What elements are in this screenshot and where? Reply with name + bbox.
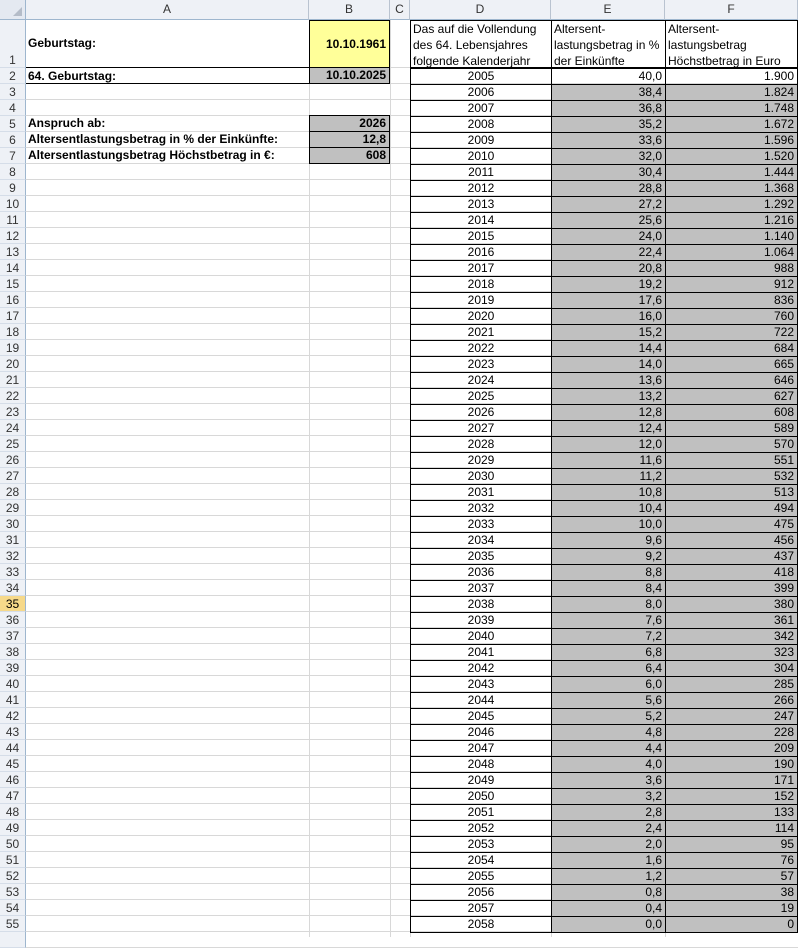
row-header-9[interactable]: 9 bbox=[0, 180, 26, 196]
row-header-21[interactable]: 21 bbox=[0, 372, 26, 388]
table-cell-prozent[interactable]: 40,0 bbox=[551, 68, 666, 85]
row-header-36[interactable]: 36 bbox=[0, 612, 26, 628]
row-header-23[interactable]: 23 bbox=[0, 404, 26, 420]
table-cell-euro[interactable]: 608 bbox=[665, 404, 798, 421]
table-cell-jahr[interactable]: 2024 bbox=[410, 372, 552, 389]
row-header-46[interactable]: 46 bbox=[0, 772, 26, 788]
table-cell-euro[interactable]: 646 bbox=[665, 372, 798, 389]
table-cell-prozent[interactable]: 3,2 bbox=[551, 788, 666, 805]
table-cell-euro[interactable]: 57 bbox=[665, 868, 798, 885]
table-cell-euro[interactable]: 665 bbox=[665, 356, 798, 373]
table-cell-jahr[interactable]: 2029 bbox=[410, 452, 552, 469]
table-cell-euro[interactable]: 589 bbox=[665, 420, 798, 437]
label-64-geburtstag[interactable]: 64. Geburtstag: bbox=[26, 67, 309, 84]
table-cell-prozent[interactable]: 9,2 bbox=[551, 548, 666, 565]
table-cell-prozent[interactable]: 4,0 bbox=[551, 756, 666, 773]
table-cell-euro[interactable]: 836 bbox=[665, 292, 798, 309]
row-header-4[interactable]: 4 bbox=[0, 100, 26, 116]
table-cell-jahr[interactable]: 2053 bbox=[410, 836, 552, 853]
table-cell-prozent[interactable]: 14,0 bbox=[551, 356, 666, 373]
table-cell-prozent[interactable]: 24,0 bbox=[551, 228, 666, 245]
row-header-16[interactable]: 16 bbox=[0, 292, 26, 308]
table-cell-prozent[interactable]: 1,2 bbox=[551, 868, 666, 885]
table-header-prozent[interactable]: Altersent-lastungsbetrag in % der Einkünfte bbox=[551, 20, 666, 68]
table-cell-euro[interactable]: 76 bbox=[665, 852, 798, 869]
table-cell-euro[interactable]: 684 bbox=[665, 340, 798, 357]
row-header-45[interactable]: 45 bbox=[0, 756, 26, 772]
table-cell-jahr[interactable]: 2058 bbox=[410, 916, 552, 933]
table-cell-euro[interactable]: 323 bbox=[665, 644, 798, 661]
row-header-56[interactable] bbox=[0, 932, 26, 948]
table-cell-euro[interactable]: 266 bbox=[665, 692, 798, 709]
table-cell-euro[interactable]: 304 bbox=[665, 660, 798, 677]
table-cell-prozent[interactable]: 4,8 bbox=[551, 724, 666, 741]
table-cell-euro[interactable]: 1.292 bbox=[665, 196, 798, 213]
table-cell-jahr[interactable]: 2028 bbox=[410, 436, 552, 453]
table-cell-jahr[interactable]: 2030 bbox=[410, 468, 552, 485]
table-cell-jahr[interactable]: 2038 bbox=[410, 596, 552, 613]
row-header-31[interactable]: 31 bbox=[0, 532, 26, 548]
table-cell-euro[interactable]: 0 bbox=[665, 916, 798, 933]
row-header-6[interactable]: 6 bbox=[0, 132, 26, 148]
table-cell-euro[interactable]: 912 bbox=[665, 276, 798, 293]
row-header-39[interactable]: 39 bbox=[0, 660, 26, 676]
table-cell-prozent[interactable]: 6,8 bbox=[551, 644, 666, 661]
row-header-52[interactable]: 52 bbox=[0, 868, 26, 884]
row-header-18[interactable]: 18 bbox=[0, 324, 26, 340]
table-cell-jahr[interactable]: 2035 bbox=[410, 548, 552, 565]
table-cell-prozent[interactable]: 6,4 bbox=[551, 660, 666, 677]
table-cell-jahr[interactable]: 2045 bbox=[410, 708, 552, 725]
table-cell-jahr[interactable]: 2036 bbox=[410, 564, 552, 581]
table-cell-jahr[interactable]: 2018 bbox=[410, 276, 552, 293]
table-cell-euro[interactable]: 361 bbox=[665, 612, 798, 629]
table-cell-euro[interactable]: 532 bbox=[665, 468, 798, 485]
table-cell-euro[interactable]: 1.140 bbox=[665, 228, 798, 245]
row-header-49[interactable]: 49 bbox=[0, 820, 26, 836]
table-cell-prozent[interactable]: 0,4 bbox=[551, 900, 666, 917]
row-header-27[interactable]: 27 bbox=[0, 468, 26, 484]
table-cell-jahr[interactable]: 2017 bbox=[410, 260, 552, 277]
table-cell-prozent[interactable]: 8,8 bbox=[551, 564, 666, 581]
table-cell-prozent[interactable]: 7,2 bbox=[551, 628, 666, 645]
table-cell-prozent[interactable]: 2,8 bbox=[551, 804, 666, 821]
table-cell-jahr[interactable]: 2048 bbox=[410, 756, 552, 773]
table-cell-euro[interactable]: 1.900 bbox=[665, 68, 798, 85]
row-header-41[interactable]: 41 bbox=[0, 692, 26, 708]
table-cell-prozent[interactable]: 6,0 bbox=[551, 676, 666, 693]
table-cell-jahr[interactable]: 2015 bbox=[410, 228, 552, 245]
row-header-54[interactable]: 54 bbox=[0, 900, 26, 916]
select-all-corner[interactable] bbox=[0, 0, 26, 20]
table-cell-prozent[interactable]: 5,6 bbox=[551, 692, 666, 709]
table-cell-jahr[interactable]: 2009 bbox=[410, 132, 552, 149]
table-header-kalenderjahr[interactable]: Das auf die Vollendung des 64. Lebensjahres folgende Kalenderjahr bbox=[410, 20, 552, 68]
table-cell-euro[interactable]: 1.064 bbox=[665, 244, 798, 261]
table-cell-prozent[interactable]: 12,8 bbox=[551, 404, 666, 421]
row-header-24[interactable]: 24 bbox=[0, 420, 26, 436]
table-cell-euro[interactable]: 38 bbox=[665, 884, 798, 901]
table-cell-jahr[interactable]: 2046 bbox=[410, 724, 552, 741]
row-header-3[interactable]: 3 bbox=[0, 84, 26, 100]
table-cell-jahr[interactable]: 2011 bbox=[410, 164, 552, 181]
table-cell-jahr[interactable]: 2008 bbox=[410, 116, 552, 133]
label-prozent[interactable]: Altersentlastungsbetrag in % der Einkünfte: bbox=[28, 132, 279, 146]
table-cell-jahr[interactable]: 2047 bbox=[410, 740, 552, 757]
table-cell-euro[interactable]: 1.824 bbox=[665, 84, 798, 101]
label-anspruch[interactable]: Anspruch ab: bbox=[28, 116, 106, 130]
row-header-33[interactable]: 33 bbox=[0, 564, 26, 580]
table-cell-jahr[interactable]: 2010 bbox=[410, 148, 552, 165]
table-cell-jahr[interactable]: 2012 bbox=[410, 180, 552, 197]
table-cell-prozent[interactable]: 2,0 bbox=[551, 836, 666, 853]
table-cell-euro[interactable]: 513 bbox=[665, 484, 798, 501]
value-anspruch[interactable]: 2026 bbox=[309, 115, 390, 132]
table-cell-euro[interactable]: 209 bbox=[665, 740, 798, 757]
table-cell-euro[interactable]: 437 bbox=[665, 548, 798, 565]
row-header-35[interactable]: 35 bbox=[0, 596, 26, 612]
table-cell-prozent[interactable]: 38,4 bbox=[551, 84, 666, 101]
table-cell-euro[interactable]: 627 bbox=[665, 388, 798, 405]
row-header-55[interactable]: 55 bbox=[0, 916, 26, 932]
table-cell-jahr[interactable]: 2041 bbox=[410, 644, 552, 661]
table-cell-euro[interactable]: 1.596 bbox=[665, 132, 798, 149]
table-cell-euro[interactable]: 475 bbox=[665, 516, 798, 533]
table-cell-euro[interactable]: 114 bbox=[665, 820, 798, 837]
row-header-48[interactable]: 48 bbox=[0, 804, 26, 820]
label-geburtstag[interactable]: Geburtstag: bbox=[28, 36, 97, 50]
table-cell-jahr[interactable]: 2006 bbox=[410, 84, 552, 101]
row-header-34[interactable]: 34 bbox=[0, 580, 26, 596]
column-header-f[interactable]: F bbox=[665, 0, 798, 20]
row-header-12[interactable]: 12 bbox=[0, 228, 26, 244]
table-cell-euro[interactable]: 399 bbox=[665, 580, 798, 597]
table-cell-prozent[interactable]: 22,4 bbox=[551, 244, 666, 261]
table-cell-jahr[interactable]: 2039 bbox=[410, 612, 552, 629]
table-cell-prozent[interactable]: 9,6 bbox=[551, 532, 666, 549]
table-cell-euro[interactable]: 722 bbox=[665, 324, 798, 341]
table-cell-prozent[interactable]: 13,6 bbox=[551, 372, 666, 389]
row-header-10[interactable]: 10 bbox=[0, 196, 26, 212]
table-cell-prozent[interactable]: 10,4 bbox=[551, 500, 666, 517]
table-cell-euro[interactable]: 228 bbox=[665, 724, 798, 741]
table-cell-euro[interactable]: 285 bbox=[665, 676, 798, 693]
table-cell-euro[interactable]: 190 bbox=[665, 756, 798, 773]
table-cell-euro[interactable]: 494 bbox=[665, 500, 798, 517]
table-cell-euro[interactable]: 1.444 bbox=[665, 164, 798, 181]
table-cell-jahr[interactable]: 2057 bbox=[410, 900, 552, 917]
table-cell-jahr[interactable]: 2013 bbox=[410, 196, 552, 213]
value-64-geburtstag[interactable]: 10.10.2025 bbox=[309, 67, 390, 84]
row-header-1[interactable]: 1 bbox=[0, 20, 26, 68]
table-cell-prozent[interactable]: 19,2 bbox=[551, 276, 666, 293]
table-cell-euro[interactable]: 1.216 bbox=[665, 212, 798, 229]
table-cell-prozent[interactable]: 28,8 bbox=[551, 180, 666, 197]
row-header-29[interactable]: 29 bbox=[0, 500, 26, 516]
table-cell-euro[interactable]: 171 bbox=[665, 772, 798, 789]
table-cell-prozent[interactable]: 0,8 bbox=[551, 884, 666, 901]
table-cell-prozent[interactable]: 4,4 bbox=[551, 740, 666, 757]
column-header-c[interactable]: C bbox=[390, 0, 410, 20]
table-cell-prozent[interactable]: 20,8 bbox=[551, 260, 666, 277]
table-cell-prozent[interactable]: 14,4 bbox=[551, 340, 666, 357]
gridline-vertical bbox=[390, 20, 391, 937]
table-cell-jahr[interactable]: 2037 bbox=[410, 580, 552, 597]
table-cell-jahr[interactable]: 2023 bbox=[410, 356, 552, 373]
column-header-e[interactable]: E bbox=[551, 0, 665, 20]
table-cell-prozent[interactable]: 11,2 bbox=[551, 468, 666, 485]
row-header-53[interactable]: 53 bbox=[0, 884, 26, 900]
table-cell-prozent[interactable]: 7,6 bbox=[551, 612, 666, 629]
row-header-15[interactable]: 15 bbox=[0, 276, 26, 292]
table-cell-prozent[interactable]: 30,4 bbox=[551, 164, 666, 181]
row-header-11[interactable]: 11 bbox=[0, 212, 26, 228]
table-cell-euro[interactable]: 380 bbox=[665, 596, 798, 613]
column-header-a[interactable]: A bbox=[26, 0, 309, 20]
table-cell-euro[interactable]: 152 bbox=[665, 788, 798, 805]
table-cell-prozent[interactable]: 12,0 bbox=[551, 436, 666, 453]
table-cell-jahr[interactable]: 2051 bbox=[410, 804, 552, 821]
table-cell-prozent[interactable]: 17,6 bbox=[551, 292, 666, 309]
table-cell-prozent[interactable]: 16,0 bbox=[551, 308, 666, 325]
table-cell-jahr[interactable]: 2040 bbox=[410, 628, 552, 645]
table-cell-prozent[interactable]: 3,6 bbox=[551, 772, 666, 789]
table-cell-jahr[interactable]: 2044 bbox=[410, 692, 552, 709]
table-cell-euro[interactable]: 1.368 bbox=[665, 180, 798, 197]
row-header-30[interactable]: 30 bbox=[0, 516, 26, 532]
table-cell-jahr[interactable]: 2022 bbox=[410, 340, 552, 357]
value-prozent[interactable]: 12,8 bbox=[309, 131, 390, 148]
value-hoechstbetrag[interactable]: 608 bbox=[309, 147, 390, 164]
table-cell-prozent[interactable]: 8,4 bbox=[551, 580, 666, 597]
row-header-43[interactable]: 43 bbox=[0, 724, 26, 740]
table-cell-euro[interactable]: 19 bbox=[665, 900, 798, 917]
row-header-22[interactable]: 22 bbox=[0, 388, 26, 404]
row-header-50[interactable]: 50 bbox=[0, 836, 26, 852]
row-header-28[interactable]: 28 bbox=[0, 484, 26, 500]
table-cell-prozent[interactable]: 0,0 bbox=[551, 916, 666, 933]
table-cell-jahr[interactable]: 2025 bbox=[410, 388, 552, 405]
table-cell-euro[interactable]: 760 bbox=[665, 308, 798, 325]
table-cell-jahr[interactable]: 2005 bbox=[410, 68, 552, 85]
table-cell-euro[interactable]: 95 bbox=[665, 836, 798, 853]
table-cell-prozent[interactable]: 32,0 bbox=[551, 148, 666, 165]
table-cell-prozent[interactable]: 1,6 bbox=[551, 852, 666, 869]
row-header-19[interactable]: 19 bbox=[0, 340, 26, 356]
table-cell-jahr[interactable]: 2055 bbox=[410, 868, 552, 885]
row-header-26[interactable]: 26 bbox=[0, 452, 26, 468]
table-cell-prozent[interactable]: 8,0 bbox=[551, 596, 666, 613]
row-header-42[interactable]: 42 bbox=[0, 708, 26, 724]
table-cell-jahr[interactable]: 2026 bbox=[410, 404, 552, 421]
table-cell-euro[interactable]: 133 bbox=[665, 804, 798, 821]
table-cell-jahr[interactable]: 2014 bbox=[410, 212, 552, 229]
table-cell-prozent[interactable]: 2,4 bbox=[551, 820, 666, 837]
row-header-14[interactable]: 14 bbox=[0, 260, 26, 276]
table-cell-prozent[interactable]: 15,2 bbox=[551, 324, 666, 341]
column-header-b[interactable]: B bbox=[309, 0, 390, 20]
table-cell-prozent[interactable]: 35,2 bbox=[551, 116, 666, 133]
table-cell-prozent[interactable]: 33,6 bbox=[551, 132, 666, 149]
row-header-5[interactable]: 5 bbox=[0, 116, 26, 132]
row-header-13[interactable]: 13 bbox=[0, 244, 26, 260]
table-cell-euro[interactable]: 418 bbox=[665, 564, 798, 581]
row-header-32[interactable]: 32 bbox=[0, 548, 26, 564]
table-cell-jahr[interactable]: 2021 bbox=[410, 324, 552, 341]
table-cell-jahr[interactable]: 2054 bbox=[410, 852, 552, 869]
label-hoechstbetrag[interactable]: Altersentlastungsbetrag Höchstbetrag in €: bbox=[28, 148, 275, 162]
row-header-47[interactable]: 47 bbox=[0, 788, 26, 804]
table-cell-jahr[interactable]: 2032 bbox=[410, 500, 552, 517]
row-header-25[interactable]: 25 bbox=[0, 436, 26, 452]
table-cell-jahr[interactable]: 2020 bbox=[410, 308, 552, 325]
table-cell-euro[interactable]: 988 bbox=[665, 260, 798, 277]
table-cell-jahr[interactable]: 2019 bbox=[410, 292, 552, 309]
table-cell-jahr[interactable]: 2050 bbox=[410, 788, 552, 805]
table-cell-jahr[interactable]: 2031 bbox=[410, 484, 552, 501]
row-header-37[interactable]: 37 bbox=[0, 628, 26, 644]
row-header-8[interactable]: 8 bbox=[0, 164, 26, 180]
table-header-euro[interactable]: Altersent-lastungsbetrag Höchstbetrag in Euro bbox=[665, 20, 798, 68]
table-cell-euro[interactable]: 1.672 bbox=[665, 116, 798, 133]
row-header-17[interactable]: 17 bbox=[0, 308, 26, 324]
table-cell-jahr[interactable]: 2027 bbox=[410, 420, 552, 437]
table-cell-euro[interactable]: 456 bbox=[665, 532, 798, 549]
table-cell-jahr[interactable]: 2056 bbox=[410, 884, 552, 901]
row-header-2[interactable]: 2 bbox=[0, 68, 26, 84]
table-cell-prozent[interactable]: 5,2 bbox=[551, 708, 666, 725]
table-cell-euro[interactable]: 570 bbox=[665, 436, 798, 453]
row-header-20[interactable]: 20 bbox=[0, 356, 26, 372]
table-cell-jahr[interactable]: 2016 bbox=[410, 244, 552, 261]
table-cell-jahr[interactable]: 2043 bbox=[410, 676, 552, 693]
table-cell-prozent[interactable]: 13,2 bbox=[551, 388, 666, 405]
input-geburtstag[interactable]: 10.10.1961 bbox=[309, 20, 390, 68]
row-header-38[interactable]: 38 bbox=[0, 644, 26, 660]
row-header-44[interactable]: 44 bbox=[0, 740, 26, 756]
table-cell-jahr[interactable]: 2049 bbox=[410, 772, 552, 789]
table-cell-euro[interactable]: 1.520 bbox=[665, 148, 798, 165]
table-cell-prozent[interactable]: 10,8 bbox=[551, 484, 666, 501]
table-cell-euro[interactable]: 342 bbox=[665, 628, 798, 645]
table-cell-prozent[interactable]: 25,6 bbox=[551, 212, 666, 229]
table-cell-jahr[interactable]: 2052 bbox=[410, 820, 552, 837]
row-header-40[interactable]: 40 bbox=[0, 676, 26, 692]
table-cell-jahr[interactable]: 2034 bbox=[410, 532, 552, 549]
table-cell-prozent[interactable]: 36,8 bbox=[551, 100, 666, 117]
row-header-7[interactable]: 7 bbox=[0, 148, 26, 164]
table-cell-prozent[interactable]: 11,6 bbox=[551, 452, 666, 469]
table-cell-euro[interactable]: 551 bbox=[665, 452, 798, 469]
table-cell-euro[interactable]: 247 bbox=[665, 708, 798, 725]
table-cell-prozent[interactable]: 10,0 bbox=[551, 516, 666, 533]
table-cell-prozent[interactable]: 27,2 bbox=[551, 196, 666, 213]
select-all-triangle-icon bbox=[13, 7, 22, 16]
table-cell-jahr[interactable]: 2033 bbox=[410, 516, 552, 533]
table-cell-prozent[interactable]: 12,4 bbox=[551, 420, 666, 437]
table-cell-jahr[interactable]: 2042 bbox=[410, 660, 552, 677]
table-cell-euro[interactable]: 1.748 bbox=[665, 100, 798, 117]
row-header-51[interactable]: 51 bbox=[0, 852, 26, 868]
table-cell-jahr[interactable]: 2007 bbox=[410, 100, 552, 117]
column-header-d[interactable]: D bbox=[410, 0, 551, 20]
